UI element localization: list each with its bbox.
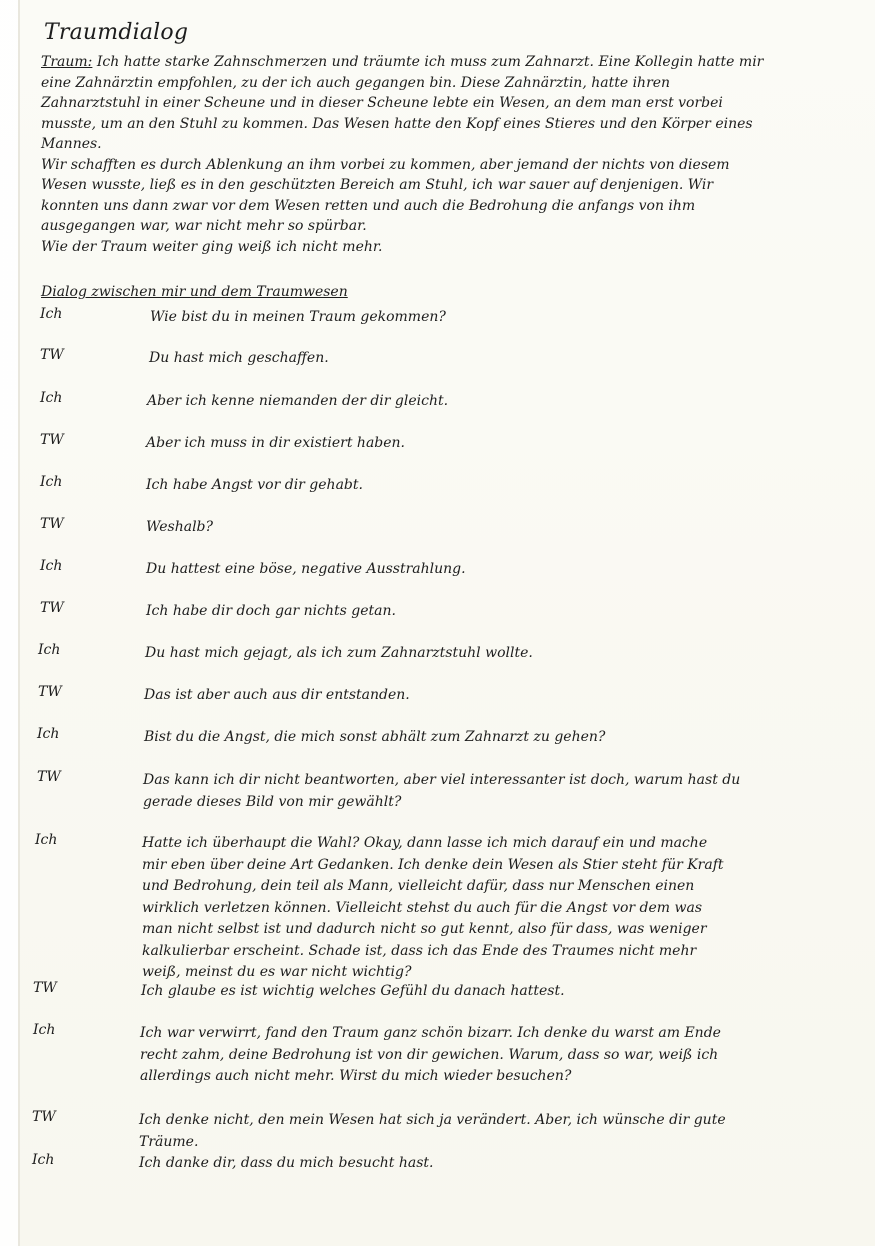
- dream-paragraph-1: [41, 52, 771, 155]
- dialog-speaker: TW: [37, 769, 61, 785]
- dialog-line: Du hast mich gejagt, als ich zum Zahnarztstuhl wollte.: [145, 645, 533, 661]
- dialog-line: Ich habe dir doch gar nichts getan.: [146, 603, 396, 619]
- dialog-line: Wie bist du in meinen Traum gekommen?: [150, 309, 446, 325]
- dialog-line: Ich war verwirrt, fand den Traum ganz schön bizarr. Ich denke du warst am Ende recht zahm, deine Bedrohung ist von dir gewichen. Warum, dass so war, weiß ich allerdings auch nicht mehr. Wirst du mich wieder besuchen?: [140, 1025, 721, 1084]
- dialog-speaker: TW: [40, 432, 64, 448]
- dialog-speaker: Ich: [38, 642, 61, 658]
- dialog-line: Das ist aber auch aus dir entstanden.: [144, 687, 410, 703]
- dialog-speaker: TW: [32, 1109, 56, 1125]
- dialog-speaker: TW: [38, 684, 62, 700]
- dialog-speaker: Ich: [40, 306, 63, 322]
- dream-paragraph-2: Wir schafften es durch Ablenkung an ihm vorbei zu kommen, aber jemand der nichts von diesem Wesen wusste, ließ es in den geschützten Bereich am Stuhl, ich war sauer auf denjenigen. Wir konnten uns dann zwar vor dem Wesen retten und auch die Bedrohung die anfangs von ihm ausgegangen war, war nicht mehr so spürbar.: [41, 156, 730, 234]
- dialog-line: Aber ich muss in dir existiert haben.: [146, 435, 405, 451]
- dialog-line: Du hattest eine böse, negative Ausstrahlung.: [146, 561, 466, 577]
- dialog-line: Das kann ich dir nicht beantworten, aber viel interessanter ist doch, warum hast du gerade dieses Bild von mir gewählt?: [143, 772, 741, 810]
- dialog-heading: Dialog zwischen mir und dem Traumwesen: [41, 284, 348, 300]
- dialog-speaker: Ich: [32, 1152, 55, 1168]
- dream-description: [41, 52, 771, 257]
- dialog-line: Du hast mich geschaffen.: [149, 350, 329, 366]
- dialog-speaker: TW: [33, 980, 57, 996]
- dialog-speaker: Ich: [40, 390, 63, 406]
- dialog-line: Ich denke nicht, den mein Wesen hat sich ja verändert. Aber, ich wünsche dir gute Träume.: [139, 1112, 726, 1150]
- dialog-speaker: Ich: [33, 1022, 56, 1038]
- dialog-speaker: TW: [40, 347, 64, 363]
- dialog-line: Aber ich kenne niemanden der dir gleicht.: [147, 393, 449, 409]
- dialog-line: Weshalb?: [146, 519, 214, 535]
- dialog-line: Ich glaube es ist wichtig welches Gefühl du danach hattest.: [141, 983, 565, 999]
- dialog-line: Hatte ich überhaupt die Wahl? Okay, dann lasse ich mich darauf ein und mache mir eben über deine Art Gedanken. Ich denke dein Wesen als Stier steht für Kraft und Bedrohung, dein teil als Mann, vielleicht dafür, dass nur Menschen einen wirklich verletzen können. Vielleicht stehst du auch für die Angst vor dem was man nicht selbst ist und dadurch nicht so gut kennt, also für dass, was weniger kalkulierbar erscheint. Schade ist, dass ich das Ende des Traumes nicht mehr weiß, meinst du es war nicht wichtig?: [142, 835, 724, 980]
- dream-paragraph-3: Wie der Traum weiter ging weiß ich nicht mehr.: [41, 238, 383, 255]
- dialog-speaker: Ich: [35, 832, 58, 848]
- dialog-line: Bist du die Angst, die mich sonst abhält zum Zahnarzt zu gehen?: [144, 729, 606, 745]
- dialog-speaker: Ich: [40, 558, 63, 574]
- dialog-speaker: TW: [40, 600, 64, 616]
- document-title: Traumdialog: [44, 20, 189, 45]
- dialog-line: Ich danke dir, dass du mich besucht hast.: [139, 1155, 434, 1171]
- dream-label: Traum:: [41, 54, 93, 70]
- dialog-line: Ich habe Angst vor dir gehabt.: [146, 477, 363, 493]
- dialog-speaker: Ich: [40, 474, 63, 490]
- page-edge-shadow: [18, 0, 20, 1246]
- dialog-speaker: Ich: [37, 726, 60, 742]
- dream-text-1: Ich hatte starke Zahnschmerzen und träumte ich muss zum Zahnarzt. Eine Kollegin hatte mir eine Zahnärztin empfohlen, zu der ich auch gegangen bin. Diese Zahnärztin, hatte ihren Zahnarztstuhl in einer Scheune und in dieser Scheune lebte ein Wesen, an dem man erst vorbei musste, um an den Stuhl zu kommen. Das Wesen hatte den Kopf eines Stieres und den Körper eines Mannes.: [41, 54, 764, 152]
- dialog-speaker: TW: [40, 516, 64, 532]
